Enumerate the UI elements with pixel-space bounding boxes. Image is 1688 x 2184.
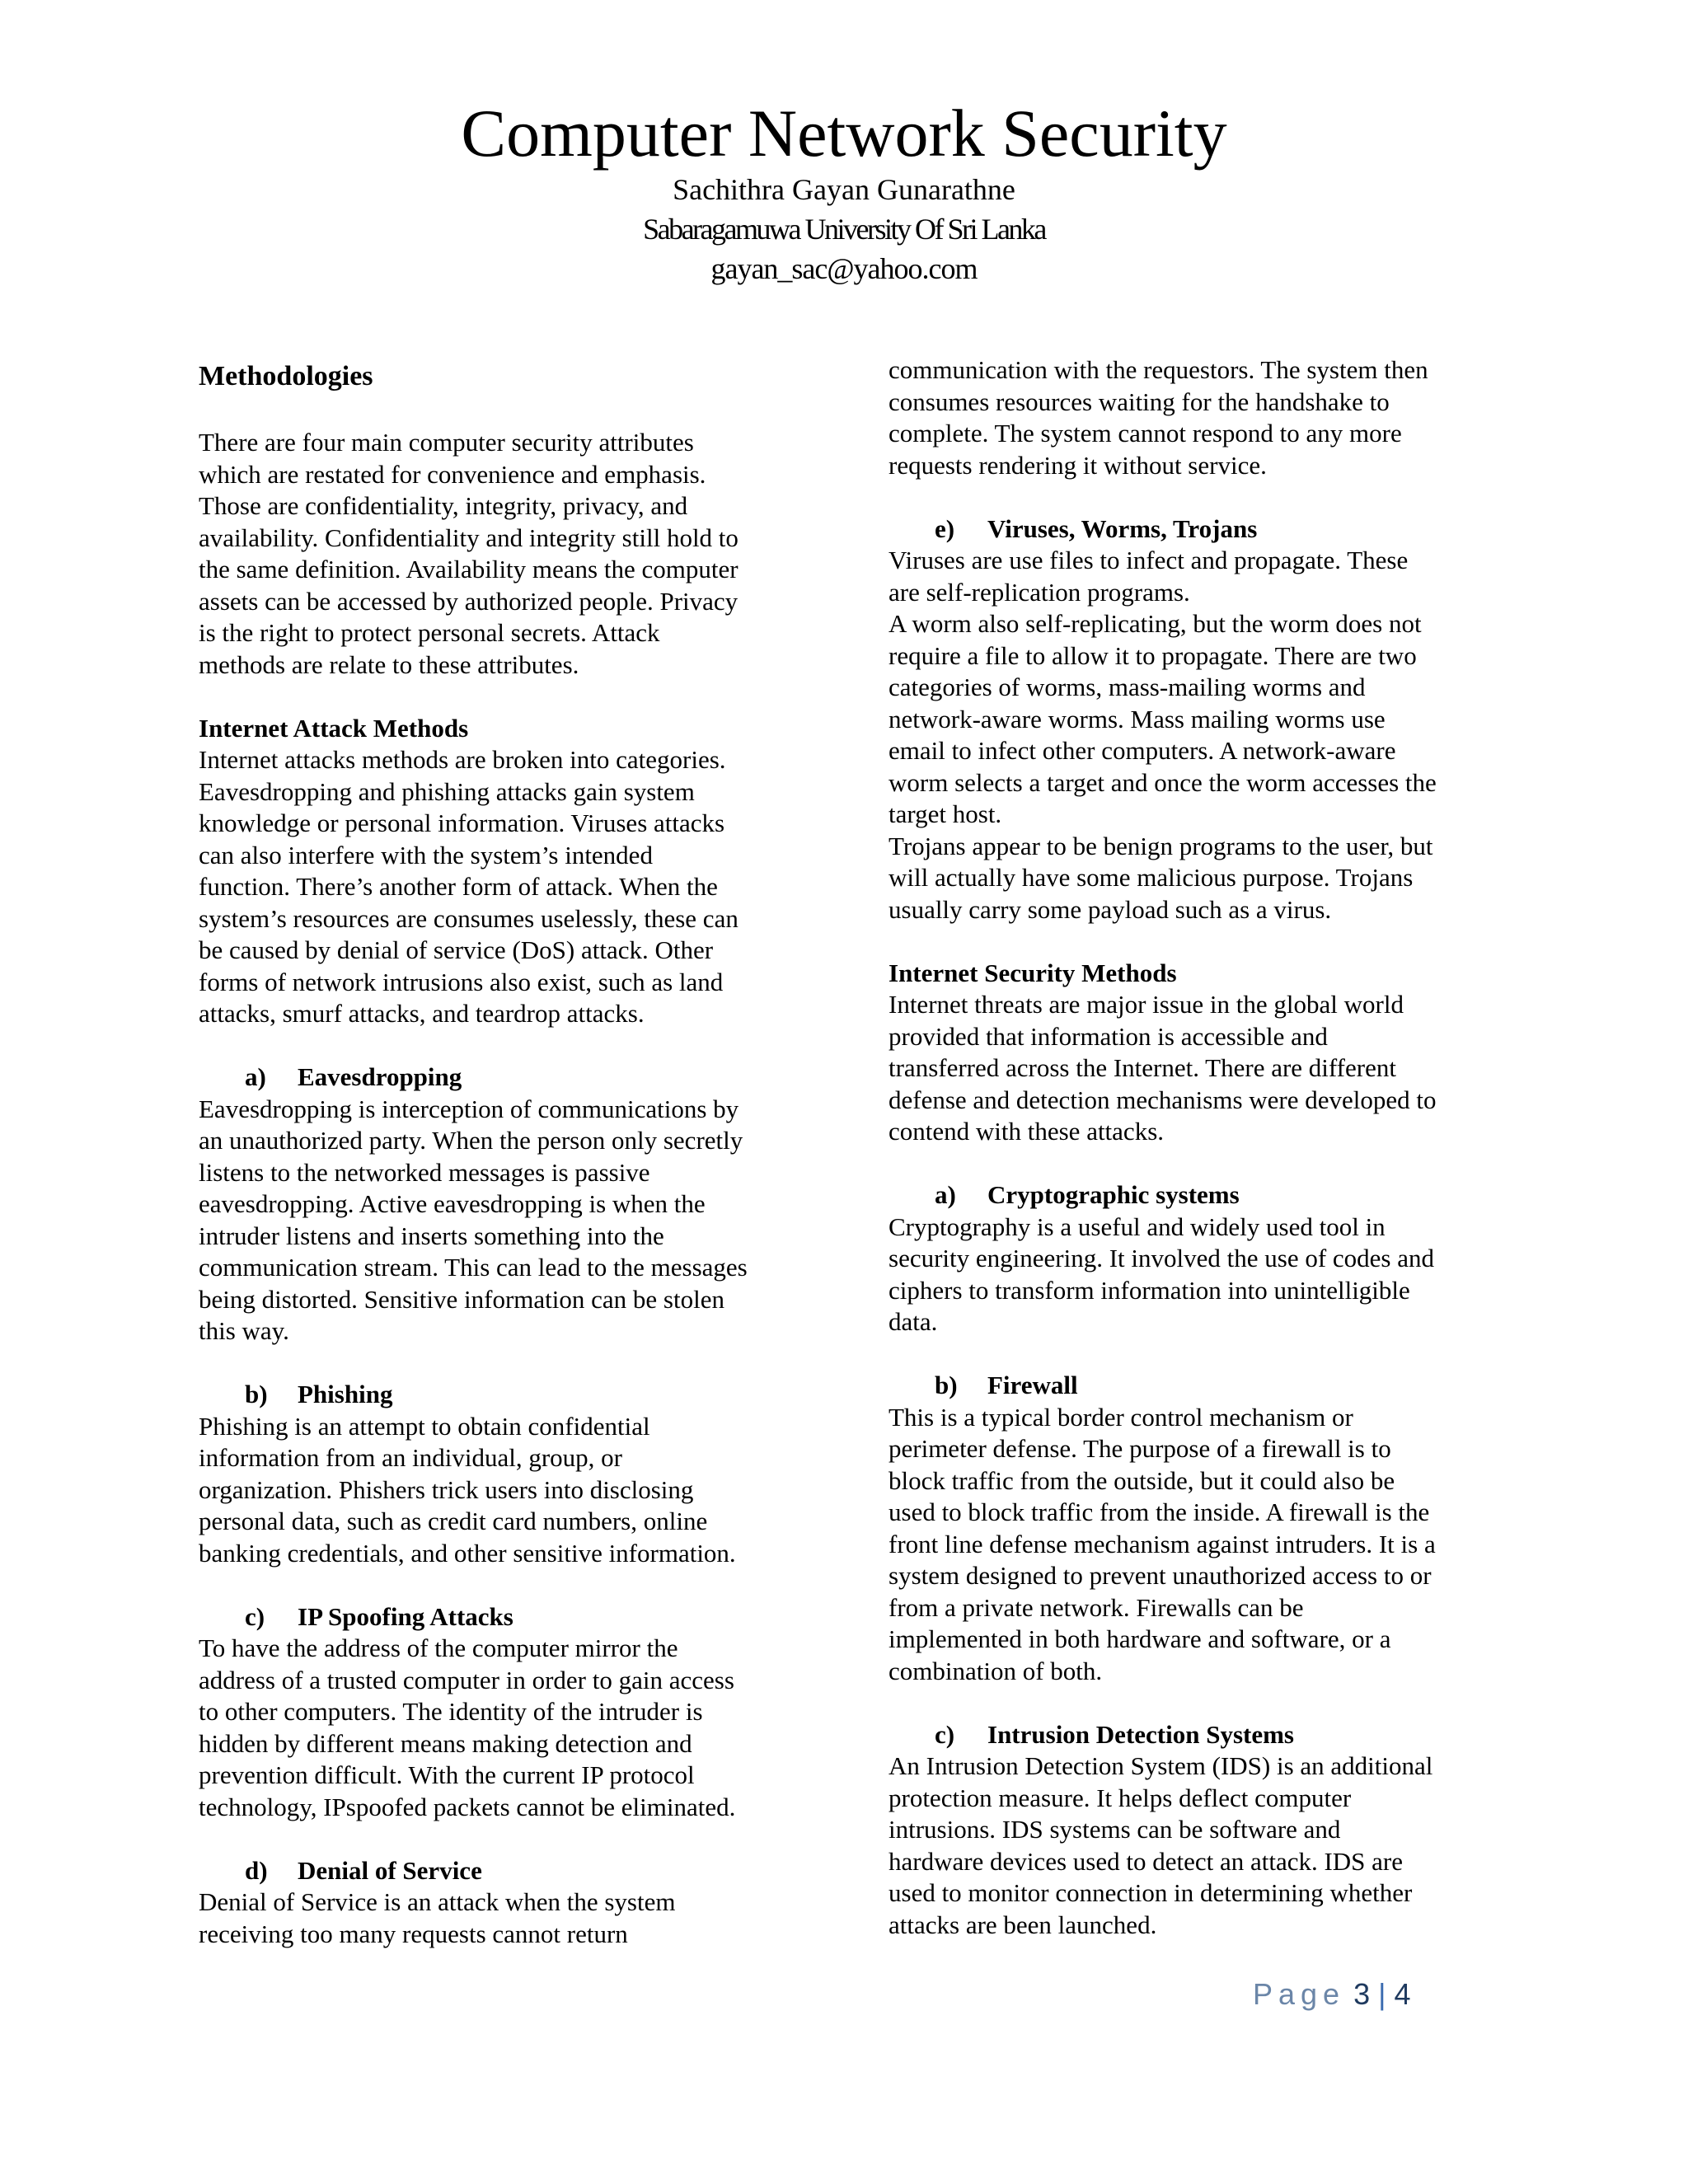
ip-spoofing-title: IP Spoofing Attacks xyxy=(298,1601,513,1631)
text-line: protection measure. It helps deflect computer xyxy=(889,1783,1352,1812)
cryptographic-label: a) xyxy=(935,1180,956,1209)
firewall-heading xyxy=(889,1370,1498,1402)
text-line: forms of network intrusions also exist, such as land xyxy=(199,967,724,996)
left-column xyxy=(199,354,809,1950)
text-line: combination of both. xyxy=(889,1656,1103,1685)
text-line: Eavesdropping is interception of communications by xyxy=(199,1094,739,1123)
viruses-title: Viruses, Worms, Trojans xyxy=(987,513,1258,543)
denial-of-service-label: d) xyxy=(245,1855,268,1885)
text-line: To have the address of the computer mirror the xyxy=(199,1633,678,1662)
text-line: address of a trusted computer in order to gain access xyxy=(199,1665,734,1694)
eavesdropping-paragraph xyxy=(199,1094,809,1347)
eavesdropping-heading xyxy=(199,1062,809,1094)
firewall-title: Firewall xyxy=(987,1371,1078,1399)
text-line: are self-replication programs. xyxy=(889,577,1190,607)
phishing-title: Phishing xyxy=(298,1380,393,1408)
text-line: Phishing is an attempt to obtain confidential xyxy=(199,1411,650,1441)
paper-title: Computer Network Security xyxy=(461,96,1227,171)
text-line: A worm also self-replicating, but the worm does not xyxy=(889,609,1422,638)
ids-heading xyxy=(889,1719,1498,1751)
text-line: email to infect other computers. A network-aware xyxy=(889,736,1396,765)
text-line: Internet threats are major issue in the global world xyxy=(889,990,1404,1019)
text-line: personal data, such as credit card numbers, online xyxy=(199,1507,708,1535)
text-line: the same definition. Availability means the computer xyxy=(199,555,738,583)
text-line: hidden by different means making detection and xyxy=(199,1728,692,1758)
text-line: be caused by denial of service (DoS) attack. Other xyxy=(199,935,714,964)
text-line: will actually have some malicious purpose. Trojans xyxy=(889,863,1414,892)
firewall-label: b) xyxy=(935,1371,958,1399)
attack-methods-heading: Internet Attack Methods xyxy=(199,713,469,743)
security-methods-heading: Internet Security Methods xyxy=(889,958,1177,987)
text-line: function. There’s another form of attack. When the xyxy=(199,872,718,901)
viruses-heading xyxy=(889,513,1498,546)
text-line: can also interfere with the system’s intended xyxy=(199,840,653,869)
text-line: methods are relate to these attributes. xyxy=(199,649,579,679)
text-line: technology, IPspoofed packets cannot be eliminated. xyxy=(199,1792,736,1821)
text-line: worm selects a target and once the worm accesses the xyxy=(889,767,1437,797)
ip-spoofing-heading xyxy=(199,1601,809,1633)
page-separator: | xyxy=(1378,1977,1386,2011)
text-line: Eavesdropping and phishing attacks gain system xyxy=(199,776,695,806)
text-line: target host. xyxy=(889,799,1002,828)
text-line: listens to the networked messages is passive xyxy=(199,1157,650,1187)
denial-of-service-paragraph xyxy=(199,1886,809,1950)
text-line: an unauthorized party. When the person only secretly xyxy=(199,1126,743,1155)
ids-label: c) xyxy=(935,1719,955,1749)
page-footer xyxy=(1253,1976,1411,2013)
text-line: to other computers. The identity of the intruder is xyxy=(199,1697,703,1726)
text-line: intruder listens and inserts something into the xyxy=(199,1221,664,1250)
text-line: system’s resources are consumes uselessly, these can xyxy=(199,903,738,933)
ip-spoofing-label: c) xyxy=(245,1601,265,1631)
page-word: Page xyxy=(1253,1977,1346,2011)
eavesdropping-label: a) xyxy=(245,1062,266,1091)
text-line: used to monitor connection in determining whether xyxy=(889,1878,1413,1907)
text-line: consumes resources waiting for the handshake to xyxy=(889,387,1390,416)
text-line: security engineering. It involved the use of codes and xyxy=(889,1244,1434,1272)
text-line: banking credentials, and other sensitive information. xyxy=(199,1538,736,1568)
text-line: assets can be accessed by authorized people. Privacy xyxy=(199,586,738,616)
phishing-heading xyxy=(199,1379,809,1411)
text-line: block traffic from the outside, but it could also be xyxy=(889,1465,1395,1495)
text-line: used to block traffic from the inside. A firewall is the xyxy=(889,1497,1430,1526)
right-column xyxy=(889,354,1498,1941)
current-page-number: 3 xyxy=(1353,1977,1371,2011)
text-line: communication stream. This can lead to the messages xyxy=(199,1253,748,1282)
text-line: There are four main computer security attributes xyxy=(199,428,694,457)
text-line: transferred across the Internet. There are different xyxy=(889,1053,1396,1082)
text-line: attacks are been launched. xyxy=(889,1910,1157,1939)
viruses-paragraph xyxy=(889,545,1498,926)
text-line: usually carry some payload such as a virus. xyxy=(889,894,1332,924)
text-line: eavesdropping. Active eavesdropping is when the xyxy=(199,1189,706,1218)
text-line: data. xyxy=(889,1307,938,1336)
text-line: ciphers to transform information into unintelligible xyxy=(889,1275,1410,1305)
text-line: availability. Confidentiality and integrity still hold to xyxy=(199,523,738,552)
methodologies-heading: Methodologies xyxy=(199,361,373,391)
author-affiliation: Sabaragamuwa University Of Sri Lanka xyxy=(643,213,1045,246)
text-line: knowledge or personal information. Viruses attacks xyxy=(199,808,725,837)
text-line: is the right to protect personal secrets. Attack xyxy=(199,618,660,647)
text-line: network-aware worms. Mass mailing worms use xyxy=(889,704,1386,733)
total-pages-number: 4 xyxy=(1394,1977,1411,2011)
text-line: information from an individual, group, or xyxy=(199,1443,622,1472)
ids-title: Intrusion Detection Systems xyxy=(987,1719,1294,1749)
author-name: Sachithra Gayan Gunarathne xyxy=(673,173,1015,206)
denial-of-service-heading xyxy=(199,1855,809,1887)
text-line: prevention difficult. With the current IP protocol xyxy=(199,1760,695,1789)
text-line: An Intrusion Detection System (IDS) is an additional xyxy=(889,1751,1433,1780)
text-line: attacks, smurf attacks, and teardrop attacks. xyxy=(199,999,645,1028)
cryptographic-paragraph xyxy=(889,1212,1498,1338)
text-line: requests rendering it without service. xyxy=(889,450,1267,480)
text-line: Denial of Service is an attack when the system xyxy=(199,1887,676,1916)
methodologies-paragraph xyxy=(199,427,809,681)
text-line: require a file to allow it to propagate. There are two xyxy=(889,640,1417,670)
text-line: which are restated for convenience and emphasis. xyxy=(199,459,706,489)
text-line: This is a typical border control mechanism or xyxy=(889,1402,1353,1432)
text-line: defense and detection mechanisms were developed to xyxy=(889,1085,1437,1114)
text-line: system designed to prevent unauthorized access to or xyxy=(889,1561,1432,1590)
firewall-paragraph xyxy=(889,1402,1498,1688)
phishing-label: b) xyxy=(245,1380,268,1408)
cryptographic-title: Cryptographic systems xyxy=(987,1180,1240,1209)
author-email: gayan_sac@yahoo.com xyxy=(710,252,978,285)
text-line: contend with these attacks. xyxy=(889,1117,1165,1146)
text-line: being distorted. Sensitive information can be stolen xyxy=(199,1284,724,1314)
denial-of-service-title: Denial of Service xyxy=(298,1855,482,1885)
ids-paragraph xyxy=(889,1750,1498,1941)
text-line: implemented in both hardware and software, or a xyxy=(889,1624,1391,1653)
attack-methods-paragraph xyxy=(199,744,809,1030)
text-line: Trojans appear to be benign programs to the user, but xyxy=(889,831,1433,860)
text-line: perimeter defense. The purpose of a firewall is to xyxy=(889,1434,1391,1463)
denial-of-service-continued xyxy=(889,354,1498,481)
text-line: organization. Phishers trick users into disclosing xyxy=(199,1474,694,1504)
security-methods-paragraph xyxy=(889,989,1498,1148)
text-line: Viruses are use files to infect and propagate. These xyxy=(889,546,1409,574)
eavesdropping-title: Eavesdropping xyxy=(298,1062,462,1091)
ip-spoofing-paragraph xyxy=(199,1633,809,1823)
text-line: from a private network. Firewalls can be xyxy=(889,1592,1304,1622)
text-line: Those are confidentiality, integrity, privacy, and xyxy=(199,491,688,520)
text-line: front line defense mechanism against intruders. It is a xyxy=(889,1529,1436,1558)
cryptographic-heading xyxy=(889,1179,1498,1212)
text-line: provided that information is accessible and xyxy=(889,1021,1328,1051)
text-line: Cryptography is a useful and widely used tool in xyxy=(889,1212,1386,1241)
text-line: complete. The system cannot respond to any more xyxy=(889,419,1402,448)
text-line: communication with the requestors. The system then xyxy=(889,355,1428,384)
viruses-label: e) xyxy=(935,513,955,543)
text-line: Internet attacks methods are broken into categories. xyxy=(199,745,726,774)
text-line: categories of worms, mass-mailing worms and xyxy=(889,673,1366,701)
text-line: intrusions. IDS systems can be software and xyxy=(889,1815,1341,1844)
phishing-paragraph xyxy=(199,1411,809,1570)
text-line: this way. xyxy=(199,1316,289,1345)
text-line: hardware devices used to detect an attack. IDS are xyxy=(889,1846,1404,1876)
text-line: receiving too many requests cannot return xyxy=(199,1919,628,1948)
